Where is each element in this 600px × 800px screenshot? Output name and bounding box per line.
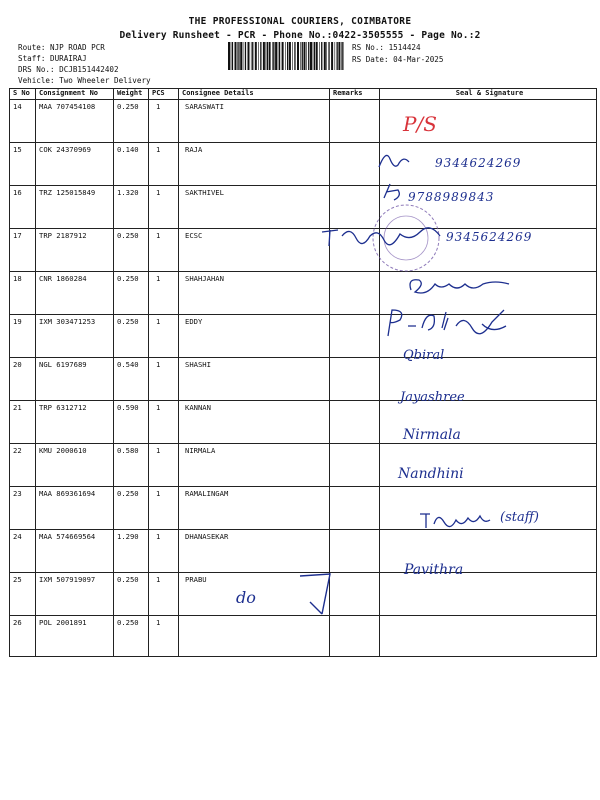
cell-pcs: 1 [149,186,179,229]
cell-remarks [330,616,380,657]
cell-sno: 15 [10,143,36,186]
cell-consignment: MAA 574669564 [36,530,114,573]
cell-sno: 17 [10,229,36,272]
cell-weight: 0.540 [114,358,149,401]
cell-consignment: TRP 2187912 [36,229,114,272]
cell-pcs: 1 [149,530,179,573]
signature-r17 [320,222,450,254]
col-remarks: Remarks [330,89,380,100]
cell-remarks [330,401,380,444]
cell-consignee: EDDY [179,315,330,358]
cell-consignee: SAKTHIVEL [179,186,330,229]
table-row [10,100,597,143]
cell-consignment: CNR 1860284 [36,272,114,315]
handwriting-r24: (staff) [500,510,539,525]
cell-remarks [330,487,380,530]
cell-weight: 0.250 [114,100,149,143]
cell-weight: 0.250 [114,487,149,530]
ditto-mark [296,572,336,618]
cell-consignee: KANNAN [179,401,330,444]
cell-remarks [330,143,380,186]
table-row [10,401,597,444]
cell-consignee: NIRMALA [179,444,330,487]
table-row [10,358,597,401]
cell-remarks [330,573,380,616]
cell-remarks [330,272,380,315]
handwriting-r14: P/S [403,112,437,136]
cell-remarks [330,530,380,573]
handwriting-r17: 9345624269 [446,230,533,244]
cell-pcs: 1 [149,487,179,530]
cell-sno: 20 [10,358,36,401]
cell-consignee: SARASWATI [179,100,330,143]
cell-pcs: 1 [149,229,179,272]
cell-pcs: 1 [149,143,179,186]
col-weight: Weight [114,89,149,100]
cell-sno: 18 [10,272,36,315]
cell-sno: 21 [10,401,36,444]
page-title: THE PROFESSIONAL COURIERS, COIMBATORE [188,16,412,27]
signature-r15 [376,147,416,175]
col-pcs: PCS [149,89,179,100]
cell-weight: 0.250 [114,272,149,315]
cell-remarks [330,444,380,487]
cell-weight: 0.580 [114,444,149,487]
cell-pcs: 1 [149,358,179,401]
cell-sno: 16 [10,186,36,229]
handwriting-r26: do [236,588,256,607]
cell-sno: 26 [10,616,36,657]
table-row [10,530,597,573]
cell-weight: 0.250 [114,616,149,657]
cell-consignee: RAMALINGAM [179,487,330,530]
handwriting-r21: Jayashree [400,390,465,405]
cell-consignment: POL 2001891 [36,616,114,657]
cell-remarks [330,358,380,401]
cell-consignment: NGL 6197689 [36,358,114,401]
cell-sno: 14 [10,100,36,143]
col-consignment: Consignment No [36,89,114,100]
col-signature: Seal & Signature [380,89,597,100]
handwriting-r16: 9788989843 [408,190,495,204]
cell-weight: 0.590 [114,401,149,444]
handwriting-r15: 9344624269 [435,156,522,170]
cell-remarks [330,315,380,358]
handwriting-r23: Nandhini [398,466,464,482]
cell-pcs: 1 [149,401,179,444]
cell-consignee: RAJA [179,143,330,186]
cell-consignment: MAA 869361694 [36,487,114,530]
cell-pcs: 1 [149,100,179,143]
cell-signature [380,573,597,616]
handwriting-r25: Pavithra [404,562,464,578]
rs-date: RS Date: 04-Mar-2025 [352,55,444,64]
cell-consignment: TRZ 125015849 [36,186,114,229]
cell-remarks [330,100,380,143]
table-row [10,186,597,229]
col-consignee: Consignee Details [179,89,330,100]
cell-consignment: TRP 6312712 [36,401,114,444]
cell-consignment: IXM 303471253 [36,315,114,358]
cell-sno: 22 [10,444,36,487]
page-subtitle: Delivery Runsheet - PCR - Phone No.:0422-3505555 - Page No.:2 [119,30,481,41]
cell-weight: 0.250 [114,229,149,272]
cell-consignment: IXM 507919097 [36,573,114,616]
table-row [10,616,597,657]
cell-weight: 1.290 [114,530,149,573]
cell-consignment: MAA 707454108 [36,100,114,143]
rs-number: RS No.: 1514424 [352,43,421,52]
signature-r24 [418,506,498,534]
col-sno: S No [10,89,36,100]
cell-consignee: SHAHJAHAN [179,272,330,315]
cell-weight: 0.250 [114,573,149,616]
cell-pcs: 1 [149,573,179,616]
cell-pcs: 1 [149,616,179,657]
cell-consignment: COK 24370969 [36,143,114,186]
cell-weight: 0.250 [114,315,149,358]
staff-label: Staff: DURAIRAJ [18,54,87,63]
cell-consignee: SHASHI [179,358,330,401]
cell-sno: 19 [10,315,36,358]
drs-number: DRS No.: DCJB151442402 [18,65,119,74]
cell-consignment: KMU 2000610 [36,444,114,487]
route-label: Route: NJP ROAD PCR [18,43,105,52]
cell-consignee [179,616,330,657]
handwriting-r20: Qbiral [403,348,445,363]
barcode [228,42,346,70]
table-header-row [10,89,597,100]
cell-sno: 25 [10,573,36,616]
signature-r18 [405,270,517,302]
handwriting-r22: Nirmala [403,427,461,443]
cell-weight: 0.140 [114,143,149,186]
cell-pcs: 1 [149,444,179,487]
vehicle-label: Vehicle: Two Wheeler Delivery [18,76,151,85]
cell-pcs: 1 [149,315,179,358]
cell-weight: 1.320 [114,186,149,229]
cell-pcs: 1 [149,272,179,315]
cell-sno: 23 [10,487,36,530]
cell-consignee: DHANASEKAR [179,530,330,573]
table-row [10,444,597,487]
signature-r19 [382,306,512,340]
cell-consignee: ECSC [179,229,330,272]
cell-signature [380,616,597,657]
cell-consignee: PRABU [179,573,330,616]
cell-sno: 24 [10,530,36,573]
